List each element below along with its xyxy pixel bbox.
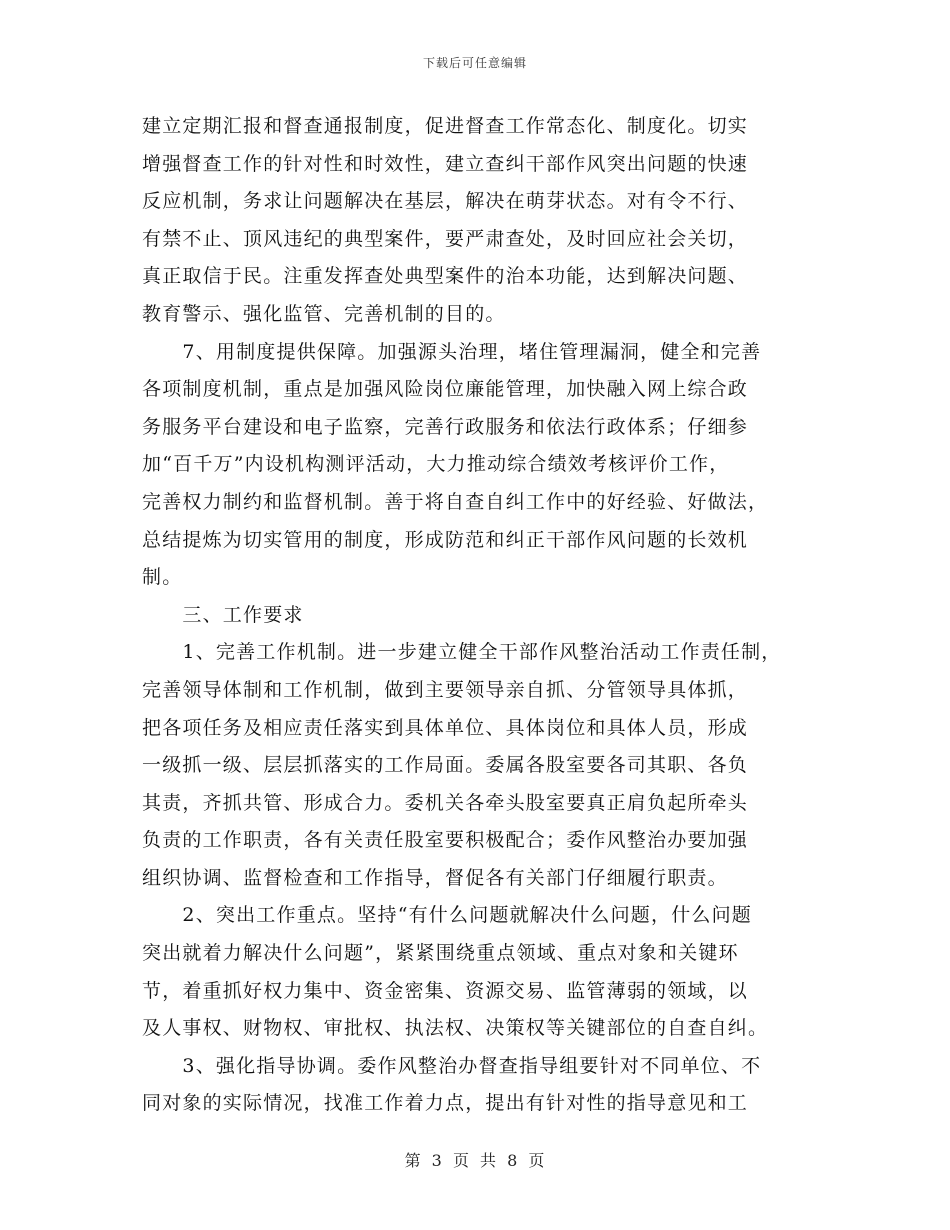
text-line: 完善权力制约和监督机制。善于将自查自纠工作中的好经验、好做法， <box>142 490 769 513</box>
document-body <box>142 108 832 1123</box>
text-line: 建立定期汇报和督查通报制度，促进督查工作常态化、制度化。切实 <box>142 115 749 137</box>
text-line: 突出就着力解决什么问题”，紧紧围绕重点领域、重点对象和关键环 <box>142 942 739 965</box>
text-line: 总结提炼为切实管用的制度，形成防范和纠正干部作风问题的长效机 <box>142 528 749 551</box>
text-line: 真正取信于民。注重发挥查处典型案件的治本功能，达到解决问题、 <box>142 265 749 288</box>
text-line: 制。 <box>142 566 183 589</box>
text-line: 节，着重抓好权力集中、资金密集、资源交易、监管薄弱的领域，以 <box>142 979 749 1002</box>
text-line: 同对象的实际情况，找准工作着力点，提出有针对性的指导意见和工 <box>142 1092 749 1115</box>
text-line: 2、突出工作重点。坚持“有什么问题就解决什么问题，什么问题 <box>142 904 753 927</box>
text-line: 各项制度机制，重点是加强风险岗位廉能管理，加快融入网上综合政 <box>142 378 749 401</box>
text-line: 完善领导体制和工作机制，做到主要领导亲自抓、分管领导具体抓， <box>142 678 749 701</box>
text-line: 其责，齐抓共管、形成合力。委机关各牵头股室要真正肩负起所牵头 <box>142 791 749 814</box>
text-line: 三、工作要求 <box>142 603 304 626</box>
text-line: 务服务平台建设和电子监察，完善行政服务和依法行政体系；仔细参 <box>142 415 749 438</box>
text-line: 加“百千万”内设机构测评活动，大力推动综合绩效考核评价工作， <box>142 453 730 476</box>
text-line: 及人事权、财物权、审批权、执法权、决策权等关键部位的自查自纠。 <box>142 1017 769 1040</box>
text-line: 组织协调、监督检查和工作指导，督促各有关部门仔细履行职责。 <box>142 866 728 889</box>
text-line: 反应机制，务求让问题解决在基层，解决在萌芽状态。对有令不行、 <box>142 190 749 213</box>
text-line: 负责的工作职责，各有关责任股室要积极配合；委作风整治办要加强 <box>142 829 749 852</box>
text-line: 增强督查工作的针对性和时效性，建立查纠干部作风突出问题的快速 <box>142 152 749 175</box>
header-note: 下载后可任意编辑 <box>422 56 527 70</box>
text-line: 教育警示、强化监管、完善机制的目的。 <box>142 302 506 325</box>
page-footer: 第 3 页 共 8 页 <box>404 1151 546 1170</box>
text-line: 把各项任务及相应责任落实到具体单位、具体岗位和具体人员，形成 <box>142 716 749 739</box>
text-line: 7、用制度提供保障。加强源头治理，堵住管理漏洞，健全和完善 <box>142 340 762 363</box>
text-line: 一级抓一级、层层抓落实的工作局面。委属各股室要各司其职、各负 <box>142 754 749 777</box>
text-line: 有禁不止、顶风违纪的典型案件，要严肃查处，及时回应社会关切， <box>142 227 749 250</box>
text-line: 3、强化指导协调。委作风整治办督查指导组要针对不同单位、不 <box>142 1054 762 1077</box>
text-line: 1、完善工作机制。进一步建立健全干部作风整治活动工作责任制， <box>142 641 782 664</box>
